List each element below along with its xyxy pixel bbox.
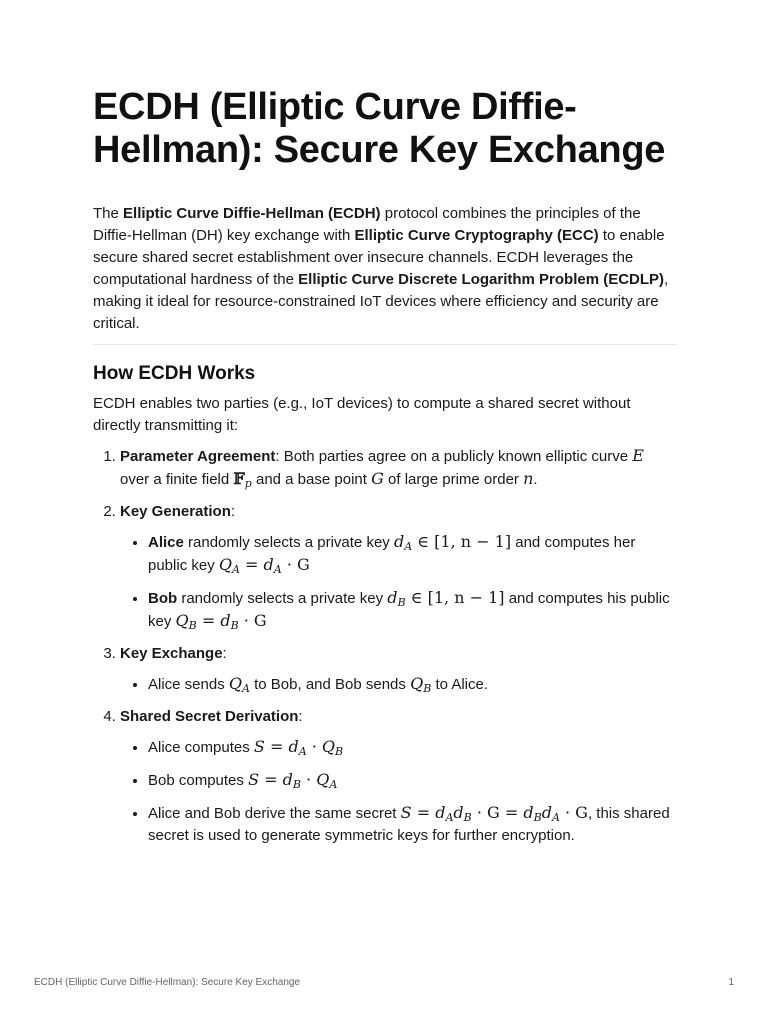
step-shared-secret bbox=[120, 706, 677, 847]
item-text: randomly selects a private key bbox=[177, 590, 388, 607]
math-expr: · G = bbox=[471, 803, 524, 822]
math-private-key-bob bbox=[387, 588, 504, 607]
math-var: d bbox=[220, 611, 231, 630]
math-qa bbox=[229, 674, 250, 693]
step-label: Shared Secret Derivation bbox=[120, 708, 299, 725]
math-subscript: B bbox=[188, 619, 197, 632]
math-subscript: p bbox=[244, 477, 252, 490]
math-var: Q bbox=[218, 555, 232, 574]
math-expr: · G bbox=[559, 803, 588, 822]
math-public-key-bob bbox=[176, 611, 267, 630]
math-curve: E bbox=[632, 446, 644, 465]
math-op: = bbox=[259, 770, 283, 789]
math-var: Q bbox=[175, 611, 189, 630]
math-base-point: G bbox=[371, 469, 384, 488]
math-private-key-alice bbox=[394, 532, 511, 551]
step-text: : Both parties agree on a publicly known elliptic curve bbox=[275, 448, 633, 465]
section-heading: How ECDH Works bbox=[93, 363, 256, 384]
math-var: d bbox=[387, 588, 398, 607]
party-name-alice: Alice bbox=[148, 534, 184, 551]
math-secret-bob bbox=[248, 770, 337, 789]
list-item bbox=[148, 769, 677, 792]
math-expr: · G bbox=[238, 611, 267, 630]
math-op: = bbox=[264, 737, 289, 756]
math-op: · bbox=[306, 737, 322, 756]
step-parameter-agreement bbox=[120, 445, 677, 491]
step-text: and a base point bbox=[251, 471, 372, 488]
footer-title: ECDH (Elliptic Curve Diffie-Hellman): Secure Key Exchange bbox=[34, 977, 301, 988]
intro-text: protocol combines the principles of the Diffie-Hellman (DH) key exchange with bbox=[93, 205, 641, 244]
item-text: Alice and Bob derive the same secret bbox=[148, 805, 401, 822]
math-subscript: A bbox=[273, 563, 282, 576]
document-page bbox=[93, 86, 677, 857]
step-text: over a finite field bbox=[120, 471, 234, 488]
intro-text: to enable secure shared secret establishment over insecure channels. ECDH leverages the computational hardness of the bbox=[93, 227, 665, 288]
shared-secret-list bbox=[120, 736, 677, 847]
step-label: Key Exchange bbox=[120, 645, 223, 662]
item-text: and computes his public key bbox=[148, 590, 670, 630]
math-var: S bbox=[253, 737, 265, 756]
math-subscript: B bbox=[292, 778, 301, 791]
intro-text: The bbox=[93, 205, 124, 222]
math-subscript: A bbox=[329, 778, 338, 791]
math-var: d bbox=[523, 803, 534, 822]
math-var: d bbox=[541, 803, 552, 822]
item-text: Alice computes bbox=[148, 739, 254, 756]
math-op: = bbox=[239, 555, 264, 574]
item-text: to Bob, and Bob sends bbox=[249, 676, 411, 693]
item-text: randomly selects a private key bbox=[183, 534, 394, 551]
step-text: of large prime order bbox=[383, 471, 524, 488]
page-title: ECDH (Elliptic Curve Diffie-Hellman): Secure Key Exchange bbox=[93, 86, 666, 171]
math-var: Q bbox=[228, 674, 242, 693]
math-field-symbol: 𝔽 bbox=[233, 469, 245, 488]
math-expr: ∈ [1, n − 1] bbox=[412, 532, 512, 551]
math-field bbox=[233, 469, 251, 488]
math-var: S bbox=[400, 803, 412, 822]
key-generation-list bbox=[120, 531, 677, 633]
math-op: = bbox=[411, 803, 436, 822]
math-expr: ∈ [1, n − 1] bbox=[405, 588, 505, 607]
math-subscript: A bbox=[404, 540, 413, 553]
section-divider bbox=[93, 344, 677, 345]
page-number: 1 bbox=[728, 977, 734, 988]
math-var: Q bbox=[316, 770, 330, 789]
step-key-generation bbox=[120, 501, 677, 633]
step-key-exchange bbox=[120, 643, 677, 696]
item-text: to Alice. bbox=[431, 676, 488, 693]
page-footer bbox=[34, 977, 734, 988]
math-subscript: B bbox=[335, 745, 344, 758]
math-public-key-alice bbox=[219, 555, 310, 574]
math-var: d bbox=[282, 770, 293, 789]
math-var: d bbox=[288, 737, 299, 756]
step-text: . bbox=[533, 471, 538, 488]
math-expr: · G bbox=[281, 555, 310, 574]
step-label: Key Generation bbox=[120, 503, 231, 520]
math-subscript: B bbox=[397, 596, 406, 609]
key-exchange-list bbox=[120, 673, 677, 696]
party-name-bob: Bob bbox=[148, 590, 178, 607]
math-shared-secret bbox=[401, 803, 588, 822]
list-item bbox=[148, 531, 677, 577]
math-subscript: B bbox=[463, 811, 472, 824]
math-subscript: A bbox=[232, 563, 240, 576]
math-op: · bbox=[300, 770, 317, 789]
math-subscript: A bbox=[445, 811, 454, 824]
math-subscript: A bbox=[242, 682, 250, 695]
step-label: Parameter Agreement bbox=[120, 448, 276, 465]
intro-text: , making it ideal for resource-constrained IoT devices where efficiency and security are critical. bbox=[93, 271, 669, 332]
math-subscript: B bbox=[423, 682, 432, 695]
math-var: d bbox=[263, 555, 274, 574]
list-item bbox=[148, 587, 677, 633]
item-text: and computes her public key bbox=[148, 534, 636, 574]
math-var: d bbox=[435, 803, 446, 822]
math-var: Q bbox=[321, 737, 336, 756]
intro-paragraph bbox=[93, 203, 677, 335]
item-text: Bob computes bbox=[148, 772, 249, 789]
list-item bbox=[148, 736, 677, 759]
intro-term-ecc: Elliptic Curve Cryptography (ECC) bbox=[354, 227, 599, 244]
step-text: : bbox=[298, 708, 303, 725]
section-lead: ECDH enables two parties (e.g., IoT devices) to compute a shared secret without directly transmitting it: bbox=[93, 395, 631, 434]
math-subscript: B bbox=[533, 811, 542, 824]
math-var: S bbox=[248, 770, 260, 789]
steps-list bbox=[93, 445, 677, 847]
math-var: Q bbox=[410, 674, 424, 693]
step-text: : bbox=[230, 503, 236, 520]
item-text: , this shared secret is used to generate symmetric keys for further encryption. bbox=[148, 805, 670, 844]
intro-term-ecdh: Elliptic Curve Diffie-Hellman (ECDH) bbox=[123, 205, 381, 222]
math-var: d bbox=[393, 532, 405, 551]
item-text: Alice sends bbox=[148, 676, 229, 693]
intro-term-ecdlp: Elliptic Curve Discrete Logarithm Problem (ECDLP) bbox=[298, 271, 665, 288]
math-order: n bbox=[523, 469, 534, 488]
math-subscript: A bbox=[298, 745, 307, 758]
math-var: d bbox=[453, 803, 464, 822]
list-item bbox=[148, 673, 677, 696]
math-secret-alice bbox=[254, 737, 343, 756]
math-subscript: B bbox=[230, 619, 239, 632]
list-item bbox=[148, 802, 677, 847]
math-op: = bbox=[196, 611, 221, 630]
math-subscript: A bbox=[551, 811, 560, 824]
math-qb bbox=[410, 674, 431, 693]
step-text: : bbox=[222, 645, 227, 662]
